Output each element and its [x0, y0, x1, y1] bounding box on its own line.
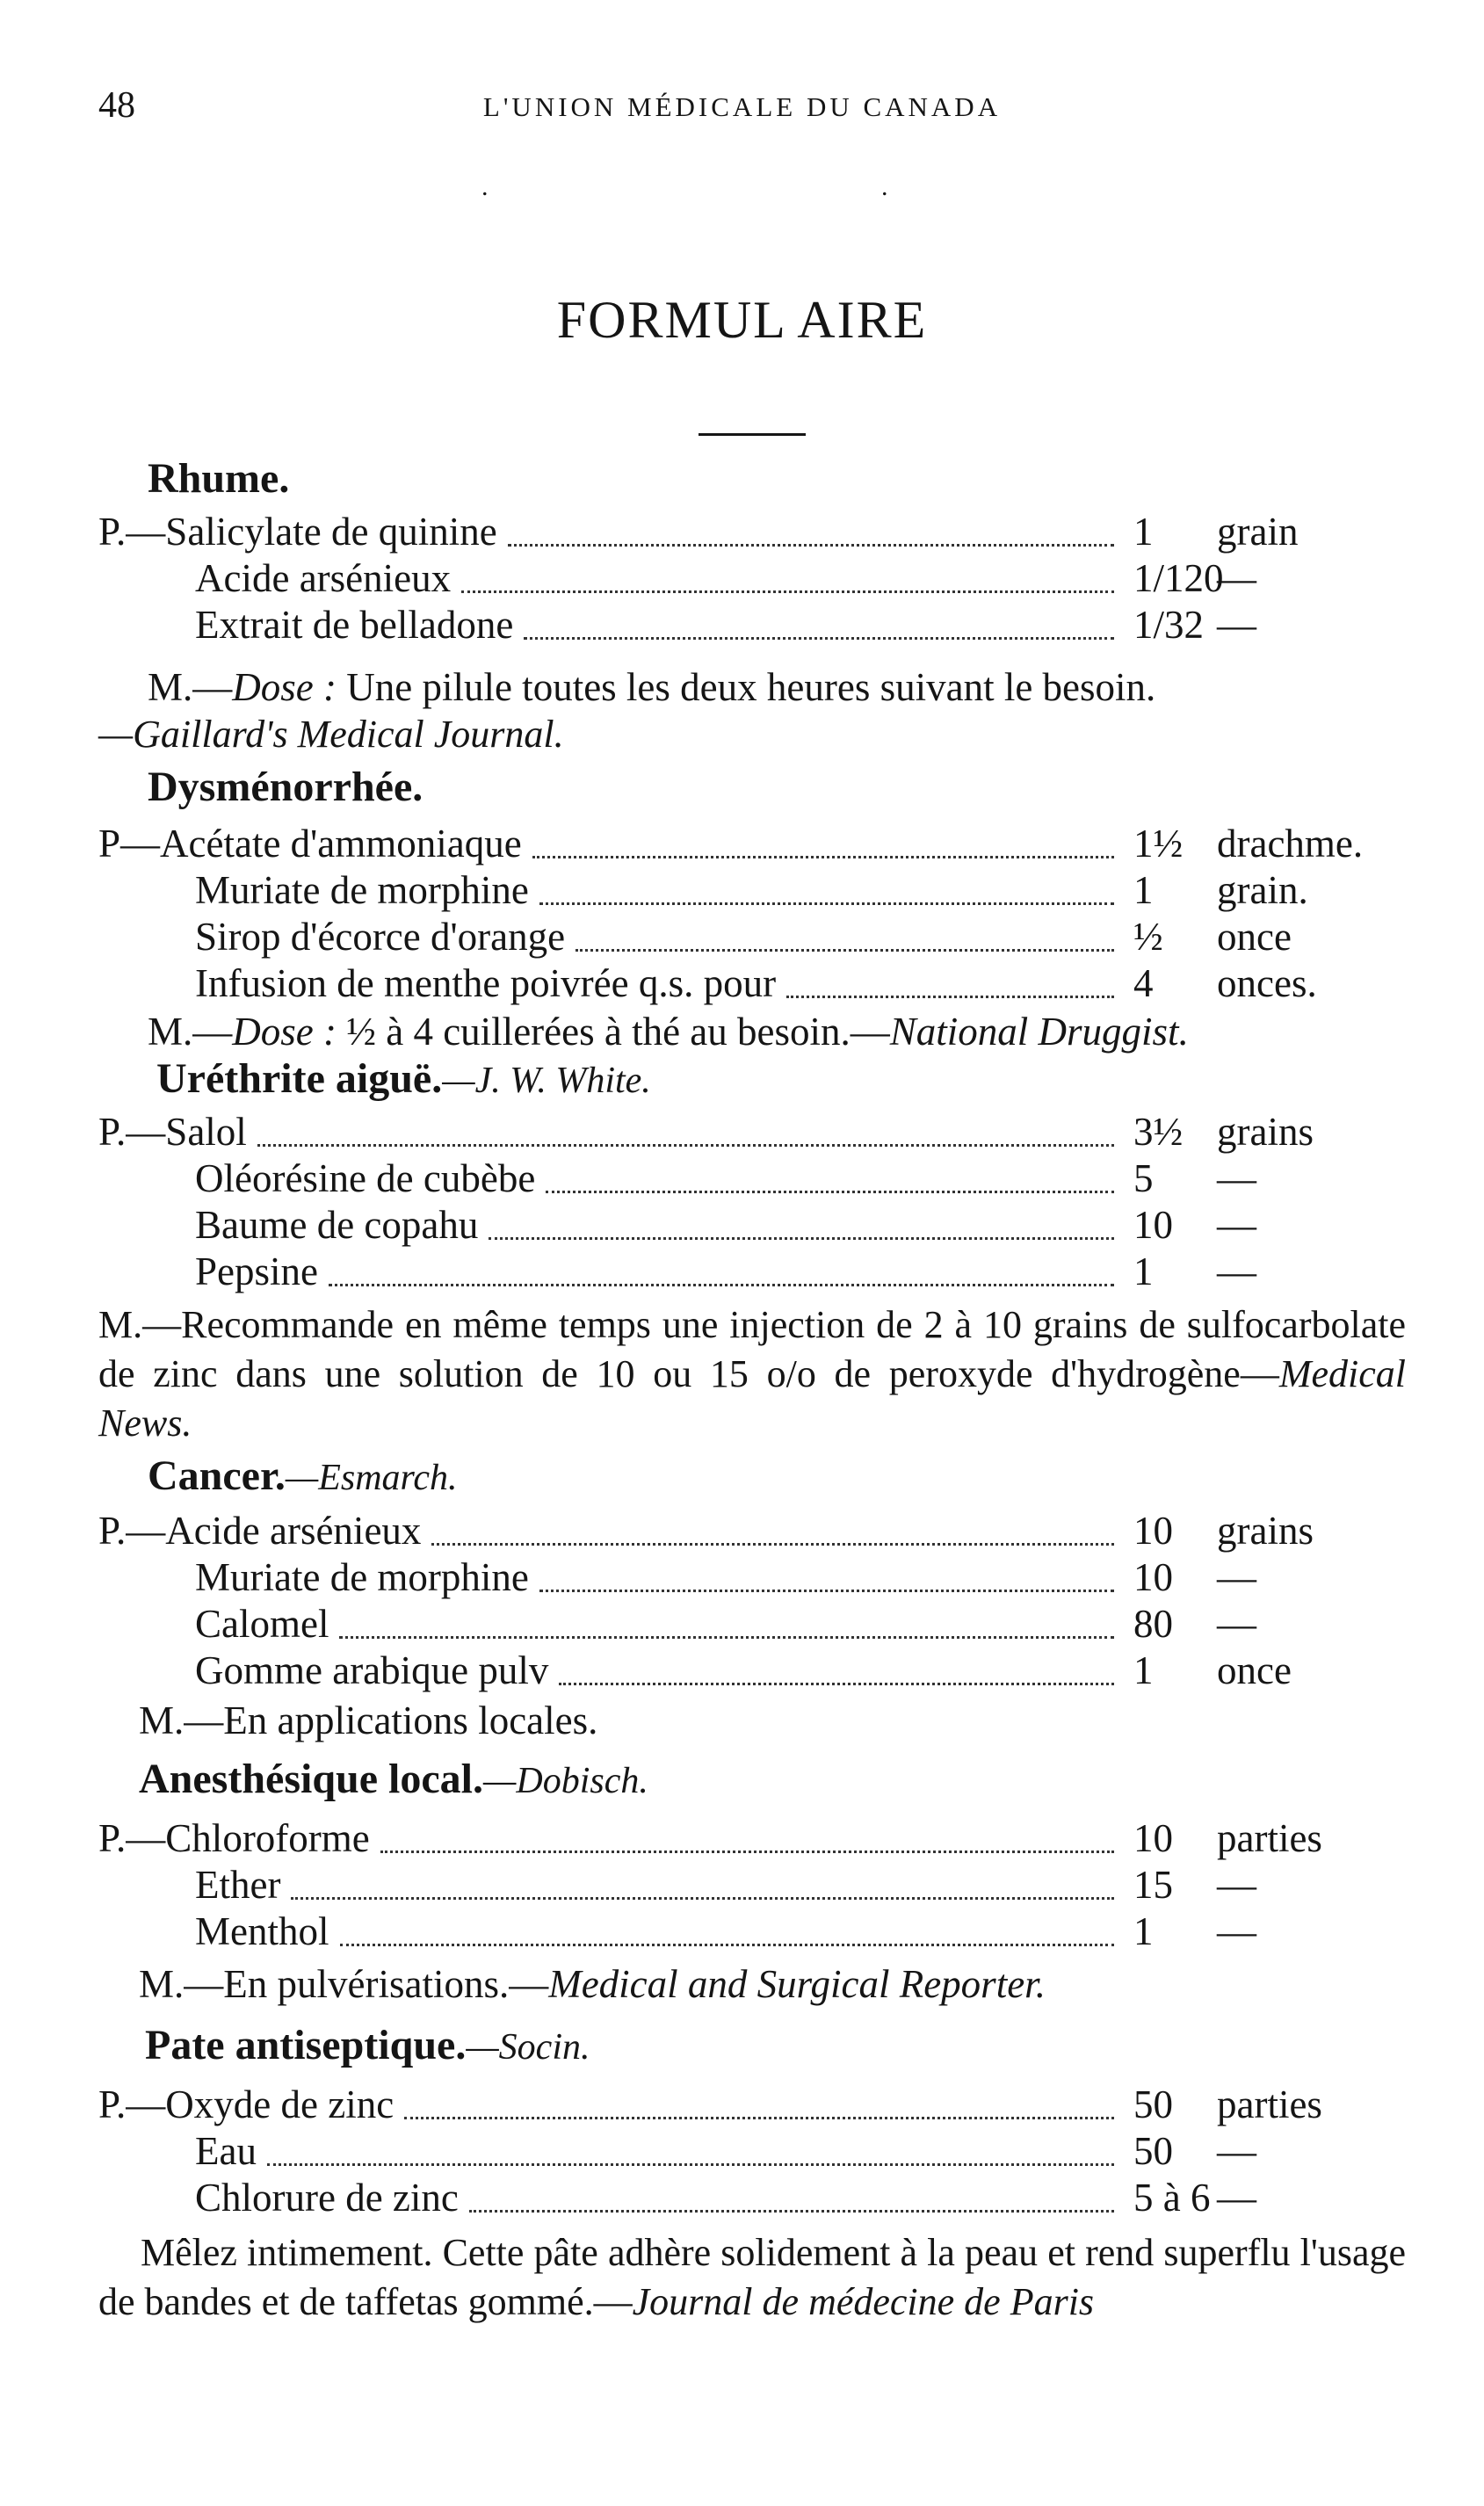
leader-dots — [329, 1284, 1114, 1286]
ingredient-prefix: P.— — [98, 510, 166, 554]
instruction-text: M.—En pulvérisations.— — [139, 1962, 549, 2006]
ingredient-row — [0, 1858, 1484, 1911]
leader-dots — [559, 1683, 1114, 1685]
ingredient-label: Eau — [195, 2129, 257, 2173]
page-number: 48 — [98, 85, 135, 126]
ingredient-name — [195, 957, 776, 1010]
ingredient-row — [0, 1105, 1484, 1158]
ingredient-quantity: 1 — [1133, 868, 1154, 912]
heading-text: Dysménorrhée. — [148, 764, 423, 810]
ingredient-label: Acide arsénieux — [195, 556, 452, 600]
ingredient-unit: grains — [1217, 1509, 1314, 1553]
ingredient-unit: parties — [1217, 2082, 1322, 2126]
ingredient-label: Acétate d'ammoniaque — [160, 822, 522, 866]
ingredient-label: Calomel — [195, 1602, 329, 1646]
ingredient-unit: — — [1217, 2129, 1256, 2173]
ingredient-unit: grain — [1217, 510, 1299, 554]
leader-dots — [489, 1237, 1114, 1240]
ingredient-quantity: 1/32 — [1133, 603, 1205, 647]
ingredient-row — [0, 1551, 1484, 1604]
leader-dots — [576, 949, 1114, 952]
leader-dots — [508, 544, 1114, 547]
ingredient-label: Muriate de morphine — [195, 1555, 529, 1599]
ingredient-quantity: 1½ — [1133, 822, 1184, 866]
ingredient-label: Chlorure de zinc — [195, 2176, 459, 2220]
ingredient-unit: — — [1217, 1156, 1256, 1200]
ingredient-prefix: P.— — [98, 1509, 166, 1553]
ingredient-label: Gomme arabique pulv — [195, 1648, 549, 1692]
leader-dots — [431, 1543, 1114, 1546]
heading-author: —J. W. White. — [442, 1061, 651, 1101]
running-head — [0, 84, 1484, 137]
ingredient-row — [0, 1812, 1484, 1865]
leader-dots — [786, 996, 1114, 998]
ingredient-quantity: 1 — [1133, 1648, 1154, 1692]
heading-text: Cancer. — [148, 1452, 286, 1499]
ingredient-unit: grain. — [1217, 868, 1308, 912]
instruction-source: National Druggist. — [889, 1010, 1189, 1054]
ingredient-name — [195, 1551, 529, 1604]
ingredient-label: Salol — [165, 1110, 247, 1154]
ingredient-name — [195, 598, 513, 651]
ingredient-label: Pepsine — [195, 1249, 318, 1293]
ingredient-label: Extrait de belladone — [195, 603, 514, 647]
ingredient-name — [195, 552, 451, 605]
ingredient-row — [0, 1504, 1484, 1557]
heading-text: Uréthrite aiguë. — [156, 1055, 443, 1102]
ingredient-quantity: 50 — [1133, 2082, 1173, 2126]
journal-title: L'UNION MÉDICALE DU CANADA — [482, 91, 1002, 122]
heading-text: Pate antiseptique. — [145, 2022, 467, 2068]
ingredient-quantity: 5 — [1133, 1156, 1154, 1200]
ingredient-row — [0, 957, 1484, 1010]
ingredient-name — [195, 1199, 478, 1251]
leader-dots — [546, 1191, 1114, 1193]
heading-text: Rhume. — [148, 455, 290, 502]
ingredient-row — [0, 1245, 1484, 1298]
ingredient-label: Baume de copahu — [195, 1203, 479, 1247]
ingredient-quantity: 80 — [1133, 1602, 1173, 1646]
ingredient-quantity: 1 — [1133, 1249, 1154, 1293]
heading-author: —Socin. — [466, 2027, 590, 2068]
instruction-lead: M.— — [148, 1010, 233, 1054]
ingredient-row — [0, 505, 1484, 558]
ingredient-label: Muriate de morphine — [195, 868, 529, 912]
section-heading-cancer — [148, 1450, 457, 1503]
section-heading-rhume — [148, 453, 289, 505]
ingredient-name — [195, 2125, 257, 2177]
ingredient-row — [0, 2171, 1484, 2224]
ingredient-unit: grains — [1217, 1110, 1314, 1154]
ingredient-row — [0, 552, 1484, 605]
leader-dots — [340, 1944, 1114, 1946]
ingredient-quantity: 1 — [1133, 510, 1154, 554]
ingredient-row — [0, 1199, 1484, 1251]
section-heading-anesthesique — [139, 1753, 648, 1806]
ingredient-row — [0, 1152, 1484, 1205]
ingredient-unit: — — [1217, 556, 1256, 600]
print-specks: . . — [481, 172, 1082, 201]
paragraph-text: Mêlez intimement. Cette pâte adhère solidement à la peau et rend superflu l'usage de bandes et de taffetas gommé.— — [98, 2231, 1406, 2323]
ingredient-name — [195, 864, 529, 916]
instruction-dose: Dose : — [232, 665, 337, 709]
ingredient-name — [98, 817, 522, 870]
instruction-cancer: M.—En applications locales. — [139, 1698, 598, 1742]
ingredient-prefix: P— — [98, 822, 161, 866]
ingredient-quantity: 1/120 — [1133, 556, 1224, 600]
leader-dots — [339, 1636, 1114, 1639]
ingredient-name — [195, 910, 565, 963]
ingredient-name — [195, 1858, 280, 1911]
ingredient-prefix: P.— — [98, 2082, 166, 2126]
leader-dots — [524, 637, 1114, 640]
ingredient-row — [0, 2125, 1484, 2177]
section-heading-urethrite — [156, 1053, 651, 1105]
section-heading-dysmenorrhee — [148, 761, 423, 814]
ingredient-row — [0, 1597, 1484, 1650]
ingredient-quantity: 1 — [1133, 1909, 1154, 1953]
leader-dots — [539, 902, 1114, 905]
ingredient-label: Chloroforme — [165, 1816, 370, 1860]
ingredient-name — [98, 505, 497, 558]
instruction-source: Medical and Surgical Reporter. — [548, 1962, 1046, 2006]
formulaire-title: FORMUL AIRE — [556, 291, 928, 349]
ingredient-row — [0, 598, 1484, 651]
ingredient-quantity: 5 à 6 — [1133, 2176, 1211, 2220]
ingredient-unit: — — [1217, 1203, 1256, 1247]
ingredient-unit: — — [1217, 1602, 1256, 1646]
ingredient-name — [195, 1245, 318, 1298]
ingredient-unit: parties — [1217, 1816, 1322, 1860]
leader-dots — [532, 856, 1114, 858]
ingredient-unit: — — [1217, 1863, 1256, 1907]
paragraph-pate — [98, 2228, 1406, 2327]
ingredient-unit: — — [1217, 1555, 1256, 1599]
instruction-dose: Dose : — [232, 1010, 337, 1054]
paragraph-source: Journal de médecine de Paris — [632, 2280, 1095, 2323]
leader-dots — [461, 590, 1114, 593]
ingredient-quantity: ½ — [1133, 915, 1163, 959]
ingredient-name — [195, 2171, 459, 2224]
ingredient-unit: — — [1217, 2176, 1256, 2220]
ingredient-quantity: 15 — [1133, 1863, 1173, 1907]
heading-text: Anesthésique local. — [139, 1756, 484, 1802]
title-rule — [699, 433, 806, 436]
ingredient-prefix: P.— — [98, 1110, 166, 1154]
heading-author: —Esmarch. — [285, 1458, 458, 1498]
ingredient-quantity: 10 — [1133, 1555, 1173, 1599]
section-heading-pate — [145, 2019, 590, 2072]
ingredient-unit: drachme. — [1217, 822, 1364, 866]
leader-dots — [291, 1897, 1114, 1900]
instruction-rhume — [148, 661, 1155, 713]
ingredient-name — [98, 1105, 247, 1158]
ingredient-name — [98, 1812, 370, 1865]
ingredient-unit: once — [1217, 1648, 1292, 1692]
ingredient-label: Ether — [195, 1863, 281, 1907]
ingredient-quantity: 4 — [1133, 961, 1154, 1005]
heading-author: —Dobisch. — [483, 1761, 648, 1801]
leader-dots — [267, 2163, 1114, 2166]
ingredient-label: Infusion de menthe poivrée q.s. pour — [195, 961, 777, 1005]
ingredient-row — [0, 2078, 1484, 2131]
instruction-anesthesique — [139, 1958, 1046, 2010]
leader-dots — [257, 1144, 1114, 1147]
ingredient-quantity: 3½ — [1133, 1110, 1184, 1154]
ingredient-unit: — — [1217, 603, 1256, 647]
source-rhume: —Gaillard's Medical Journal. — [98, 713, 564, 756]
ingredient-row — [0, 817, 1484, 870]
ingredient-label: Oxyde de zinc — [165, 2082, 395, 2126]
ingredient-name — [98, 1504, 421, 1557]
ingredient-name — [195, 1152, 535, 1205]
leader-dots — [469, 2210, 1114, 2213]
ingredient-row — [0, 1644, 1484, 1697]
instruction-dysmenorrhee — [148, 1005, 1189, 1058]
ingredient-row — [0, 910, 1484, 963]
instruction-text: ½ à 4 cuillerées à thé au besoin.— — [346, 1010, 890, 1054]
ingredient-label: Acide arsénieux — [165, 1509, 422, 1553]
ingredient-quantity: 10 — [1133, 1509, 1173, 1553]
paragraph-source: Medical News. — [98, 1352, 1406, 1445]
paragraph-urethrite — [98, 1300, 1406, 1448]
ingredient-label: Oléorésine de cubèbe — [195, 1156, 536, 1200]
leader-dots — [380, 1851, 1114, 1853]
ingredient-label: Salicylate de quinine — [165, 510, 497, 554]
ingredient-label: Menthol — [195, 1909, 329, 1953]
ingredient-row — [0, 1905, 1484, 1958]
ingredient-name — [195, 1905, 329, 1958]
ingredient-unit: — — [1217, 1909, 1256, 1953]
ingredient-name — [98, 2078, 394, 2131]
ingredient-name — [195, 1644, 548, 1697]
instruction-text: Une pilule toutes les deux heures suivant le besoin. — [346, 665, 1156, 709]
paragraph-text: M.—Recommande en même temps une injection de 2 à 10 grains de sulfocarbolate de zinc dans une solution de 10 ou 15 o/o de peroxyde d'hydrogène— — [98, 1303, 1406, 1395]
ingredient-unit: onces. — [1217, 961, 1317, 1005]
ingredient-prefix: P.— — [98, 1816, 166, 1860]
ingredient-quantity: 10 — [1133, 1203, 1173, 1247]
ingredient-label: Sirop d'écorce d'orange — [195, 915, 566, 959]
ingredient-quantity: 10 — [1133, 1816, 1173, 1860]
ingredient-row — [0, 864, 1484, 916]
leader-dots — [539, 1590, 1114, 1592]
ingredient-unit: — — [1217, 1249, 1256, 1293]
ingredient-unit: once — [1217, 915, 1292, 959]
ingredient-name — [195, 1597, 329, 1650]
ingredient-quantity: 50 — [1133, 2129, 1173, 2173]
leader-dots — [404, 2117, 1114, 2119]
instruction-lead: M.— — [148, 665, 233, 709]
